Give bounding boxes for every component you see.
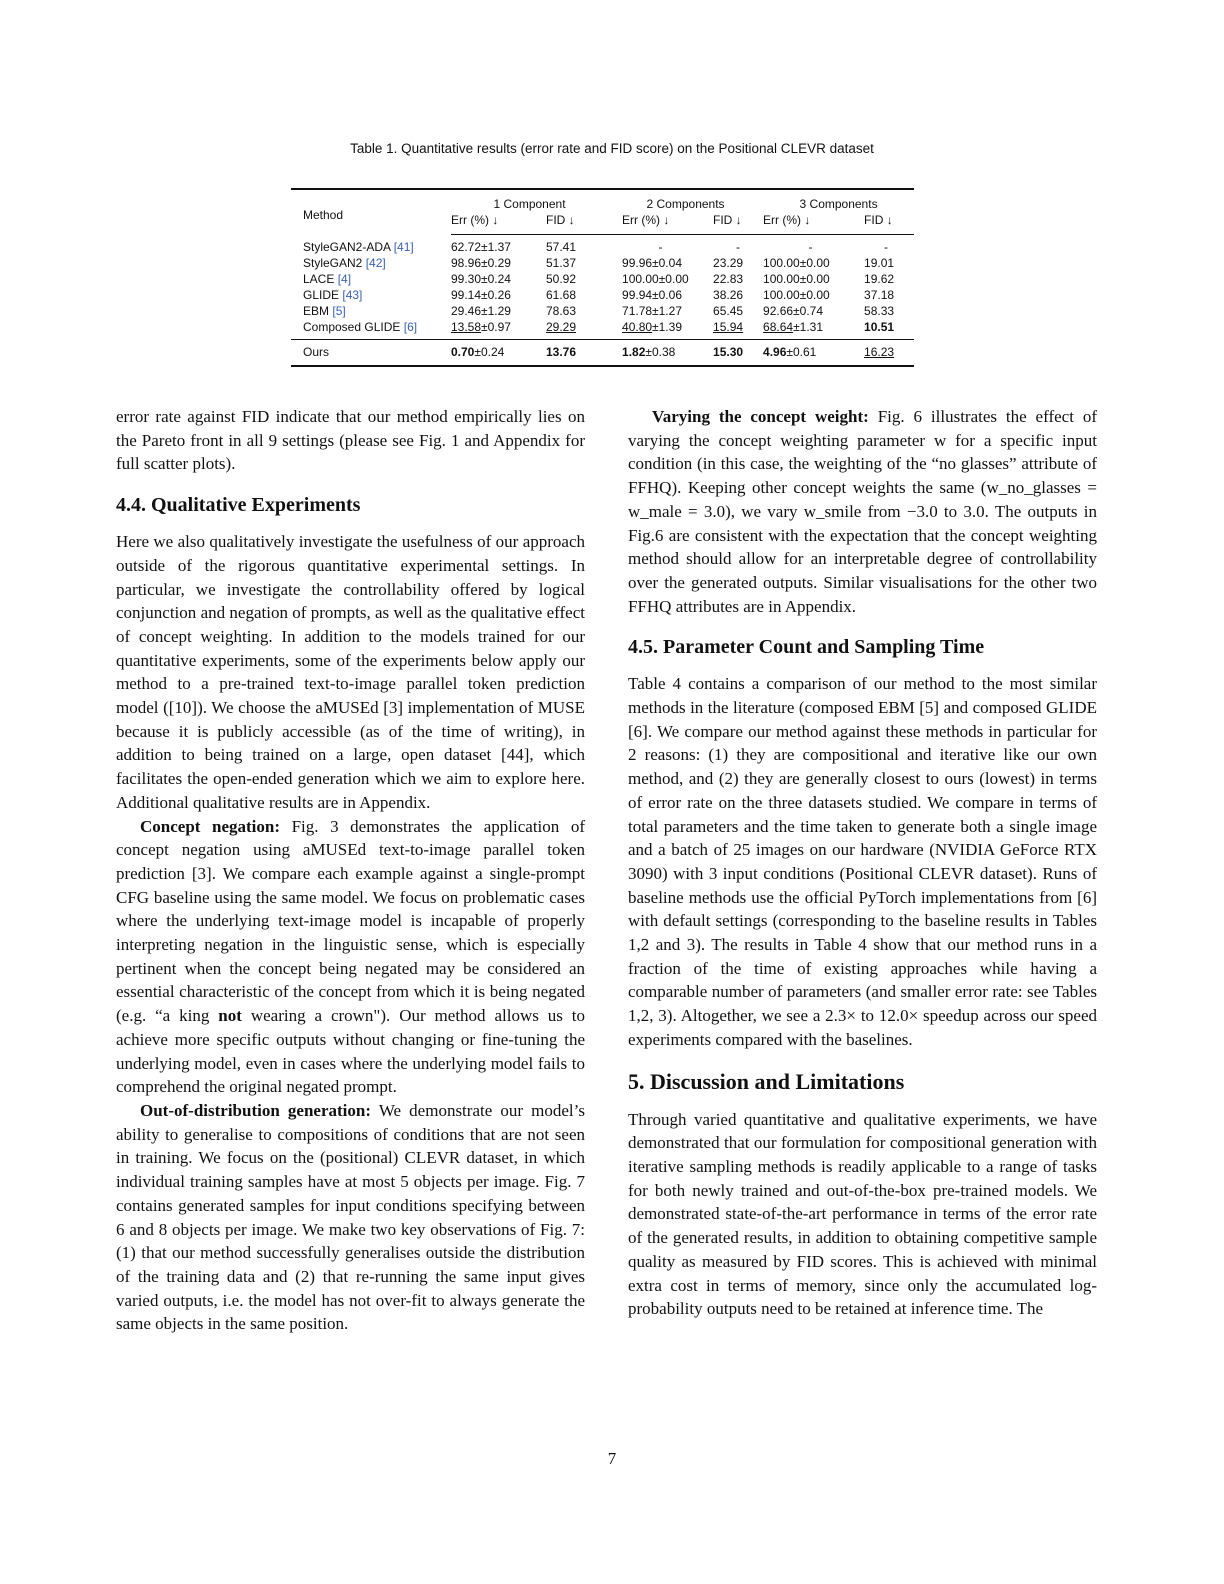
best-value: 0.70	[451, 345, 475, 359]
table-cell: 65.45	[713, 304, 744, 318]
std-dev: ±1.39	[652, 320, 682, 334]
std-dev: ±1.31	[793, 320, 824, 334]
table-cell: -	[884, 240, 889, 254]
table-row-ours	[291, 340, 914, 367]
table-cell: -	[658, 240, 663, 254]
right-column	[628, 405, 1097, 1321]
table-cell: 19.01	[864, 256, 895, 270]
table-cell	[763, 340, 858, 367]
table-cell: 98.96±0.29	[451, 256, 511, 270]
paragraph	[116, 1099, 585, 1336]
paragraph-text: Fig. 6 illustrates the effect of varying the concept weighting parameter w for a specific input condition (in this case, the weighting of the “no glasses” attribute of FFHQ). Keeping other concept weights the same (w_no_glasses = w_male = 3.0), we vary w_smile from −3.0 to 3.0. The outputs in Fig.6 are consistent with the expectation that the concept weighting method should allow for an interpretable degree of controllability over the generated outputs. Similar visualisations for the other two FFHQ attributes are in Appendix.	[628, 407, 1097, 616]
citation-link[interactable]: [42]	[365, 256, 386, 270]
table-row	[291, 303, 914, 319]
err-header: Err (%) ↓	[451, 212, 546, 235]
best-value: 4.96	[763, 345, 787, 359]
best-value: 10.51	[864, 320, 895, 334]
method-name: Ours	[303, 345, 330, 359]
best-value: 15.30	[713, 345, 744, 359]
table-cell	[713, 319, 763, 340]
group-header: 1 Component	[493, 197, 566, 211]
std-dev: ±0.61	[786, 345, 817, 359]
citation-link[interactable]: [41]	[393, 239, 414, 254]
run-in-heading: Varying the concept weight:	[652, 407, 869, 426]
method-name: GLIDE	[303, 288, 340, 302]
table-row	[291, 271, 914, 287]
table-cell: 100.00±0.00	[763, 288, 830, 302]
table-cell: -	[736, 240, 741, 254]
second-best-value: 40.80	[622, 320, 653, 334]
section-heading: 4.4. Qualitative Experiments	[116, 494, 361, 517]
table-cell: 29.46±1.29	[451, 304, 511, 318]
table-cell: 61.68	[546, 288, 577, 302]
group-header: 3 Components	[799, 197, 878, 211]
table-cell	[608, 319, 713, 340]
table-cell: 23.29	[713, 256, 744, 270]
table-cell: -	[808, 240, 813, 254]
table-cell: 38.26	[713, 288, 744, 302]
table-cell: 99.30±0.24	[451, 272, 511, 286]
section-heading: 4.5. Parameter Count and Sampling Time	[628, 636, 985, 659]
table-cell	[763, 319, 858, 340]
method-header: Method	[303, 208, 344, 223]
run-in-heading: Concept negation:	[140, 816, 281, 836]
paragraph: error rate against FID indicate that our method empirically lies on the Pareto front in all 9 settings (please see Fig. 1 and Appendix for full scatter plots).	[116, 407, 585, 474]
fid-header: FID ↓	[546, 212, 608, 235]
second-best-value: 13.58	[451, 320, 482, 334]
table-cell: 37.18	[864, 288, 895, 302]
second-best-value: 15.94	[713, 320, 744, 334]
method-name: Composed GLIDE	[303, 320, 401, 334]
paragraph	[116, 815, 585, 1099]
table-cell	[451, 319, 546, 340]
paragraph: Table 4 contains a comparison of our method to the most similar methods in the literature (composed EBM [5] and composed GLIDE [6]. We compare our method against these methods in particular for 2 reasons: (1) they are compositional and iterative like our own method, and (2) they are generally closest to ours (lowest) in terms of error rate on the three datasets studied. We compare in terms of total parameters and the time taken to generate both a single image and a batch of 25 images on our hardware (NVIDIA GeForce RTX 3090) with 3 input conditions (Positional CLEVR dataset). Runs of baseline methods use the official PyTorch implementations from [6] with default settings (corresponding to the baseline results in Tables 1,2 and 3). The results in Table 4 show that our method runs in a fraction of the time of existing approaches while having a comparable number of parameters (and smaller error rate: see Tables 1,2, 3). Altogether, we see a 2.3× to 12.0× speedup across our speed experiments compared with the baselines.	[628, 674, 1097, 1049]
fid-header: FID ↓	[713, 212, 763, 235]
best-value: 1.82	[622, 345, 646, 359]
table-cell: 92.66±0.74	[763, 304, 824, 318]
table-cell: 100.00±0.00	[622, 272, 689, 286]
table-cell: 57.41	[546, 240, 577, 254]
table-cell: 99.14±0.26	[451, 288, 511, 302]
table-cell	[546, 340, 608, 367]
fid-header: FID ↓	[858, 212, 914, 235]
paragraph: Here we also qualitatively investigate the usefulness of our approach outside of the rigorous quantitative experimental settings. In particular, we investigate the controllability offered by logical conjunction and negation of prompts, as well as the qualitative effect of concept weighting. In addition to the models trained for our quantitative experiments, some of the experiments below apply our method to a pre-trained text-to-image parallel token prediction model ([10]). We choose the aMUSEd [3] implementation of MUSE because it is publicly accessible (as of the time of writing), in addition to being trained on a large, open dataset [44], which facilitates the open-ended generation which we aim to explore here. Additional qualitative results are in Appendix.	[116, 532, 585, 812]
table-cell: 50.92	[546, 272, 577, 286]
table-row	[291, 319, 914, 340]
method-name: LACE	[303, 272, 335, 286]
method-name: StyleGAN2-ADA	[303, 239, 391, 254]
method-name: StyleGAN2	[303, 256, 363, 270]
table-cell: 78.63	[546, 304, 577, 318]
paragraph-text: Fig. 3 demonstrates the application of concept negation using aMUSEd text-to-image parallel token prediction [3]. We compare each example against a single-prompt CFG baseline using the same model. We focus on problematic cases where the underlying text-image model is incapable of properly interpreting negation in the linguistic sense, which is especially pertinent when the concept being negated may be considered an essential characteristic of the concept from which it is being negated (e.g. “a king	[116, 816, 586, 1026]
citation-link[interactable]: [4]	[337, 272, 352, 286]
table-cell	[546, 319, 608, 340]
std-dev: ±0.38	[645, 345, 676, 359]
table-cell: 99.94±0.06	[622, 288, 682, 302]
table-cell	[858, 340, 914, 367]
citation-link[interactable]: [6]	[403, 320, 418, 334]
page-number: 7	[607, 1449, 617, 1468]
second-best-value: 68.64	[763, 320, 794, 334]
table-cell: 100.00±0.00	[763, 272, 830, 286]
table-cell	[608, 340, 713, 367]
table-row	[291, 287, 914, 303]
std-dev: ±0.24	[474, 345, 505, 359]
citation-link[interactable]: [43]	[342, 288, 363, 302]
emphasis: not	[218, 1006, 242, 1026]
table-header-row	[291, 189, 914, 212]
table-cell: 19.62	[864, 272, 895, 286]
paragraph-text: We demonstrate our model’s ability to generalise to compositions of conditions that are not seen in training. We focus on the (positional) CLEVR dataset, in which individual training samples have at most 5 objects per image. Fig. 7 contains generated samples for input conditions specifying between 6 and 8 objects per image. We make two key observations of Fig. 7: (1) that our method successfully generalises outside the distribution of the training data and (2) that re-running the same input gives varied outputs, i.e. the model has not over-fit to always generate the same objects in the same position.	[116, 1100, 585, 1334]
table-cell: 62.72±1.37	[451, 240, 511, 254]
table-cell: 99.96±0.04	[622, 256, 682, 270]
method-name: EBM	[303, 304, 330, 318]
best-value: 13.76	[546, 345, 577, 359]
run-in-heading: Out-of-distribution generation:	[140, 1100, 372, 1120]
err-header: Err (%) ↓	[608, 212, 713, 235]
group-header: 2 Components	[646, 197, 725, 211]
table-cell	[858, 319, 914, 340]
table-cell: 58.33	[864, 304, 895, 318]
table-row	[291, 255, 914, 271]
left-column	[116, 405, 585, 1336]
results-table	[291, 188, 914, 367]
paragraph	[628, 405, 1097, 618]
table-cell: 22.83	[713, 272, 744, 286]
table-cell	[451, 340, 546, 367]
second-best-value: 16.23	[864, 345, 895, 359]
section-heading: 5. Discussion and Limitations	[628, 1068, 905, 1094]
table-cell	[713, 340, 763, 367]
table-cell: 51.37	[546, 256, 577, 270]
paragraph: Through varied quantitative and qualitative experiments, we have demonstrated that our formulation for compositional generation with iterative sampling methods is readily applicable to a range of tasks for both newly trained and out-of-the-box pre-trained models. We demonstrated state-of-the-art performance in terms of the error rate of the generated results, in addition to obtaining competitive sample quality as measured by FID scores. This is achieved with minimal extra cost in terms of memory, since only the accumulated log-probability outputs need to be retained at inference time. The	[628, 1109, 1097, 1319]
paragraph-text: wearing a crown"). Our method allows us to achieve more specific outputs without changing or fine-tuning the underlying model, even in cases where the underlying model fails to comprehend the original negated prompt.	[116, 1006, 586, 1097]
table-cell: 100.00±0.00	[763, 256, 830, 270]
citation-link[interactable]: [5]	[332, 304, 346, 318]
table-row	[291, 235, 914, 256]
table-caption: Table 1. Quantitative results (error rate and FID score) on the Positional CLEVR dataset	[350, 141, 874, 156]
second-best-value: 29.29	[546, 320, 577, 334]
std-dev: ±0.97	[481, 320, 511, 334]
err-header: Err (%) ↓	[763, 212, 858, 235]
table-cell: 71.78±1.27	[622, 304, 682, 318]
